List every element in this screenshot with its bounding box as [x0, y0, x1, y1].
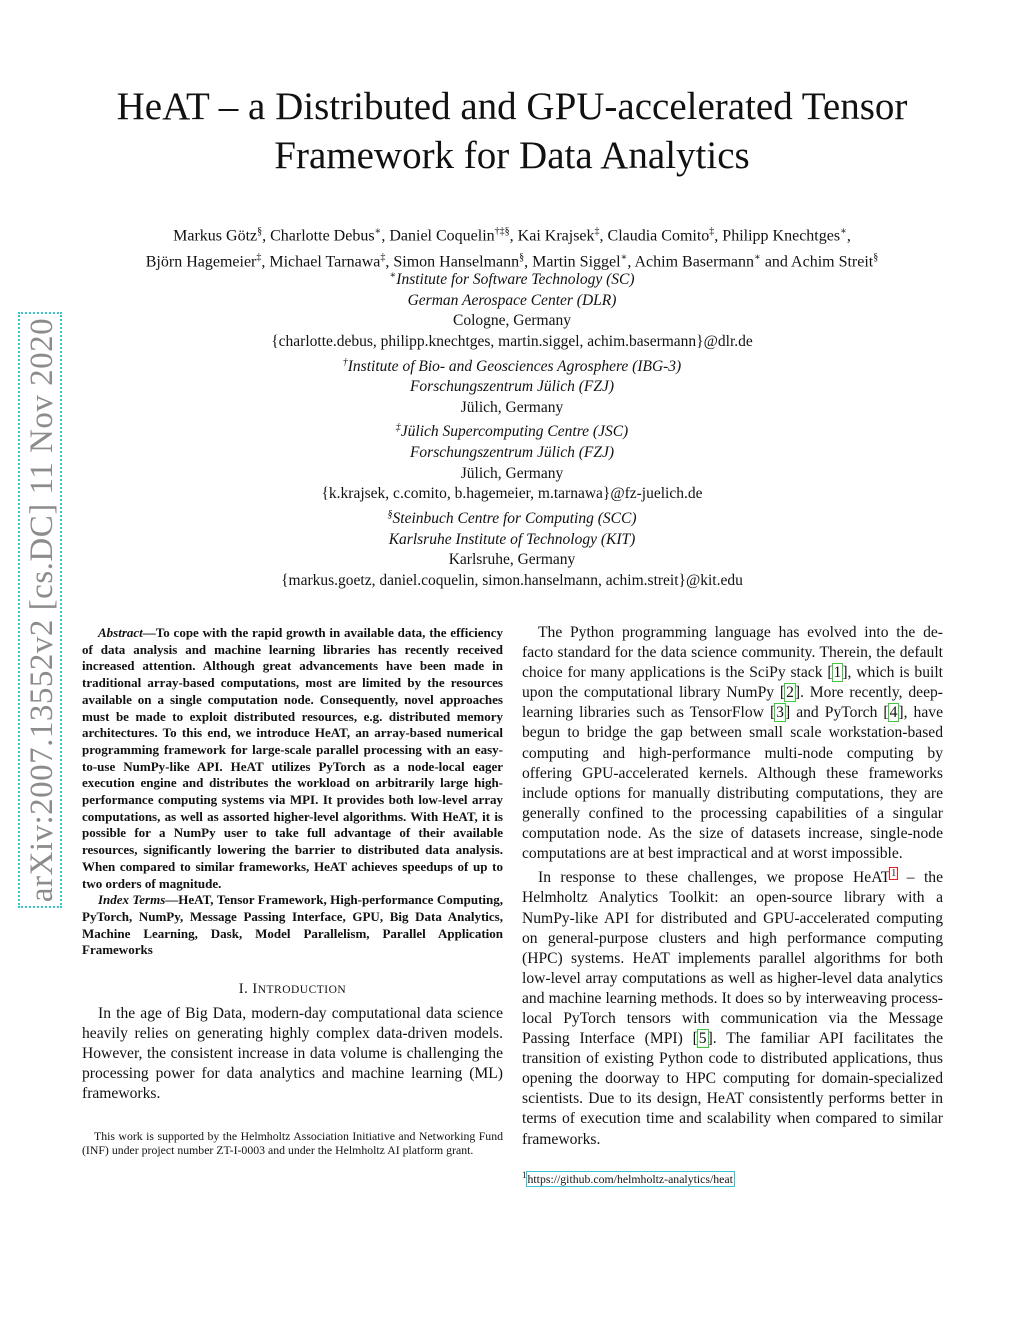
author-line-1: [40, 221, 984, 247]
author-separator: ,: [627, 253, 635, 271]
author-separator: ,: [381, 227, 390, 245]
author-name: Achim Basermann: [634, 253, 755, 271]
affiliation-text: {k.krajsek, c.comito, b.hagemeier, m.tarnawa}@fz-juelich.de: [321, 485, 703, 503]
affiliation-text: Steinbuch Centre for Computing (SCC): [392, 510, 637, 528]
affiliation-line: [40, 418, 984, 443]
affiliation-text: Jülich, Germany: [460, 398, 564, 416]
paper-title: [60, 82, 964, 180]
index-terms-text: —HeAT, Tensor Framework, High-performance Computing, PyTorch, NumPy, Message Passing Interface, GPU, Big Data Analytics, Machine Learning, Dask, Model Parallelism, Parallel Application Frameworks: [82, 892, 503, 958]
affiliation-text: Forschungszentrum Jülich (FZJ): [409, 444, 615, 462]
title-line-1: HeAT – a Distributed and GPU-accelerated Tensor: [116, 85, 908, 128]
affiliation-text: Karlsruhe, Germany: [448, 551, 576, 569]
author-separator: ,: [846, 227, 851, 245]
section-heading: [82, 981, 503, 998]
text-run: ], which is built upon the computational library NumPy [: [522, 664, 944, 702]
affiliation-mark: ‡: [380, 252, 386, 264]
text-run: ]. The familiar API facilitates the transition of existing Python code to distributed applications, thus opening the doorway to HPC computing for domain-specialized scientists. Due to its design, HeAT consistently performs better in terms of execution time and scalability when compared to similar frameworks.: [522, 1030, 943, 1148]
affiliation-text: {charlotte.debus, philipp.knechtges, martin.siggel, achim.basermann}@dlr.de: [271, 332, 753, 350]
citation-link[interactable]: 1: [833, 664, 842, 682]
affiliation-mark: ∗: [374, 226, 382, 237]
affiliation-mark: §: [873, 252, 879, 264]
affiliation-mark: ‡: [395, 422, 401, 434]
python-paragraph: [522, 623, 943, 864]
affiliation-line: [40, 311, 984, 332]
url-footnote: [522, 1170, 943, 1187]
author-separator: ,: [385, 253, 394, 271]
affiliation-line: [40, 377, 984, 398]
affiliation-line: [40, 266, 984, 291]
affiliation-mark: †‡§: [494, 226, 510, 237]
affiliation-line: [40, 443, 984, 464]
affiliations: [40, 266, 984, 592]
author-name: Philipp Knechtges: [722, 227, 841, 245]
author-name: Björn Hagemeier: [145, 253, 257, 271]
right-column: [522, 623, 943, 1187]
author-separator: ,: [714, 227, 723, 245]
affiliation-text: German Aerospace Center (DLR): [407, 291, 617, 309]
support-footnote: This work is supported by the Helmholtz Association Initiative and Networking Fund (INF) under project number ZT-I-0003 and under the Helmholtz AI platform grant.: [82, 1128, 503, 1158]
section-title: [252, 981, 346, 997]
affiliation-line: [40, 291, 984, 312]
affiliation-line: [40, 353, 984, 378]
citation-link[interactable]: 3: [776, 704, 784, 722]
affiliation-mark: §: [519, 252, 525, 264]
affiliation-text: Forschungszentrum Jülich (FZJ): [409, 378, 615, 396]
affiliation-text: Jülich, Germany: [460, 464, 564, 482]
affiliation-line: [40, 464, 984, 485]
author-name: Simon Hanselmann: [393, 253, 520, 271]
affiliation-line: [40, 571, 984, 592]
github-link[interactable]: https://github.com/helmholtz-analytics/heat: [527, 1171, 733, 1186]
author-separator: ,: [262, 227, 271, 245]
affiliation-mark: §: [387, 509, 393, 520]
section-title-initial: I: [252, 981, 258, 998]
affiliation-line: [40, 550, 984, 571]
affiliation-text: Institute of Bio- and Geosciences Agrosphere (IBG-3): [347, 357, 682, 375]
citation-link[interactable]: 5: [698, 1030, 707, 1048]
author-name: Michael Tarnawa: [269, 253, 381, 271]
affiliation-mark: ‡: [594, 226, 600, 237]
footnote-link[interactable]: 1: [891, 868, 897, 880]
index-terms-label: Index Terms: [98, 892, 166, 908]
heat-paragraph: [522, 864, 943, 1150]
affiliation-text: Cologne, Germany: [453, 312, 571, 330]
affiliation-text: Karlsruhe Institute of Technology (KIT): [388, 530, 636, 548]
intro-paragraph: In the age of Big Data, modern-day computational data science heavily relies on generating highly complex data-driven models. However, the consistent increase in data volume is challenging the processing power for data analytics and machine learning (ML) frameworks.: [82, 1005, 503, 1103]
section-title-rest: NTRODUCTION: [257, 984, 347, 997]
text-run: The Python programming language has evolved into the de-facto standard for the data science community. Therein, the default choice for many applications is the SciPy stack [: [522, 624, 943, 682]
abstract-text: —To cope with the rapid growth in available data, the efficiency of data analysis and machine learning libraries has recently received increased attention. Although great advancements have been made in traditional array-based computations, most are limited by the resources available on a single computation node. Consequently, novel approaches must be made to exploit distributed resources, e.g. distributed memory architectures. To this end, we introduce HeAT, an array-based numerical programming framework for large-scale parallel processing with an easy-to-use NumPy-like API. HeAT utilizes PyTorch as a node-local eager execution engine and distributes the workload on arbitrarily large high-performance computing systems via MPI. It provides both low-level array computations, as well as assorted higher-level algorithms. With HeAT, it is possible for a NumPy user to take full advantage of their available resources, significantly lowering the barrier to distributed data analysis. When compared to similar frameworks, HeAT achieves speedups of up to two orders of magnitude.: [82, 625, 503, 891]
affiliation-text: Institute for Software Technology (SC): [396, 271, 635, 289]
author-separator: ,: [599, 227, 608, 245]
affiliation-mark: ∗: [754, 252, 761, 264]
author-separator: ,: [509, 227, 518, 245]
section-number: I.: [238, 981, 249, 998]
abstract: [82, 625, 503, 892]
arxiv-stamp[interactable]: [18, 312, 62, 908]
affiliation-line: [40, 505, 984, 530]
author-name: Kai Krajsek: [517, 227, 595, 245]
author-separator: and: [760, 253, 792, 271]
author-name: Charlotte Debus: [270, 227, 375, 245]
author-name: Martin Siggel: [532, 253, 621, 271]
abstract-label: Abstract: [98, 625, 143, 640]
affiliation-line: [40, 484, 984, 505]
author-separator: ,: [524, 253, 533, 271]
affiliation-mark: ‡: [709, 226, 715, 237]
affiliation-line: [40, 398, 984, 419]
arxiv-stamp-text: arXiv:2007.13552v2 [cs.DC] 11 Nov 2020: [24, 317, 60, 903]
index-terms: [82, 892, 503, 959]
author-name: Achim Streit: [791, 253, 874, 271]
citation-link[interactable]: 2: [786, 684, 794, 702]
affiliation-mark: ∗: [389, 270, 397, 281]
author-name: Claudia Comito: [607, 227, 710, 245]
left-column: [82, 625, 503, 1158]
author-separator: ,: [261, 253, 270, 271]
text-run: ] and PyTorch [: [784, 704, 889, 722]
citation-link[interactable]: 4: [889, 704, 898, 722]
affiliation-mark: §: [257, 226, 263, 237]
affiliation-mark: ‡: [256, 252, 262, 264]
author-name: Daniel Coquelin: [389, 227, 495, 245]
text-run: ]. More recently, deep-learning libraries such as TensorFlow [: [522, 684, 943, 722]
text-run: – the Helmholtz Analytics Toolkit: an open-source library with a NumPy-like API for distributed and GPU-accelerated computing on general-purpose clusters and high performance computing (HPC) systems. HeAT implements parallel algorithms for both low-level array computations as well as higher-level data analytics and machine learning methods. It does so by interweaving process-local PyTorch tensors with communication via the Message Passing Interface (MPI) [: [522, 869, 943, 1048]
affiliation-line: [40, 332, 984, 353]
author-name: Markus Götz: [173, 227, 258, 245]
text-run: ], have begun to bridge the gap between small scale workstation-based computing and high-performance multi-node computing by offering GPU-accelerated kernels. Although these frameworks include options for manually distributing computations, they are generally confined to the processing capabilities of a singular computation node. As the size of datasets increase, single-node computations are at best impractical and at worst impossible.: [522, 704, 943, 863]
affiliation-text: {markus.goetz, daniel.coquelin, simon.hanselmann, achim.streit}@kit.edu: [281, 571, 743, 589]
title-line-2: Framework for Data Analytics: [274, 134, 750, 177]
affiliation-text: Jülich Supercomputing Centre (JSC): [400, 423, 629, 441]
text-run: In response to these challenges, we propose HeAT: [538, 869, 891, 887]
affiliation-mark: †: [342, 356, 348, 368]
url-footnote-mark: 1: [522, 1169, 527, 1180]
affiliation-mark: ∗: [620, 252, 628, 264]
affiliation-line: [40, 530, 984, 551]
affiliation-mark: ∗: [840, 226, 847, 237]
